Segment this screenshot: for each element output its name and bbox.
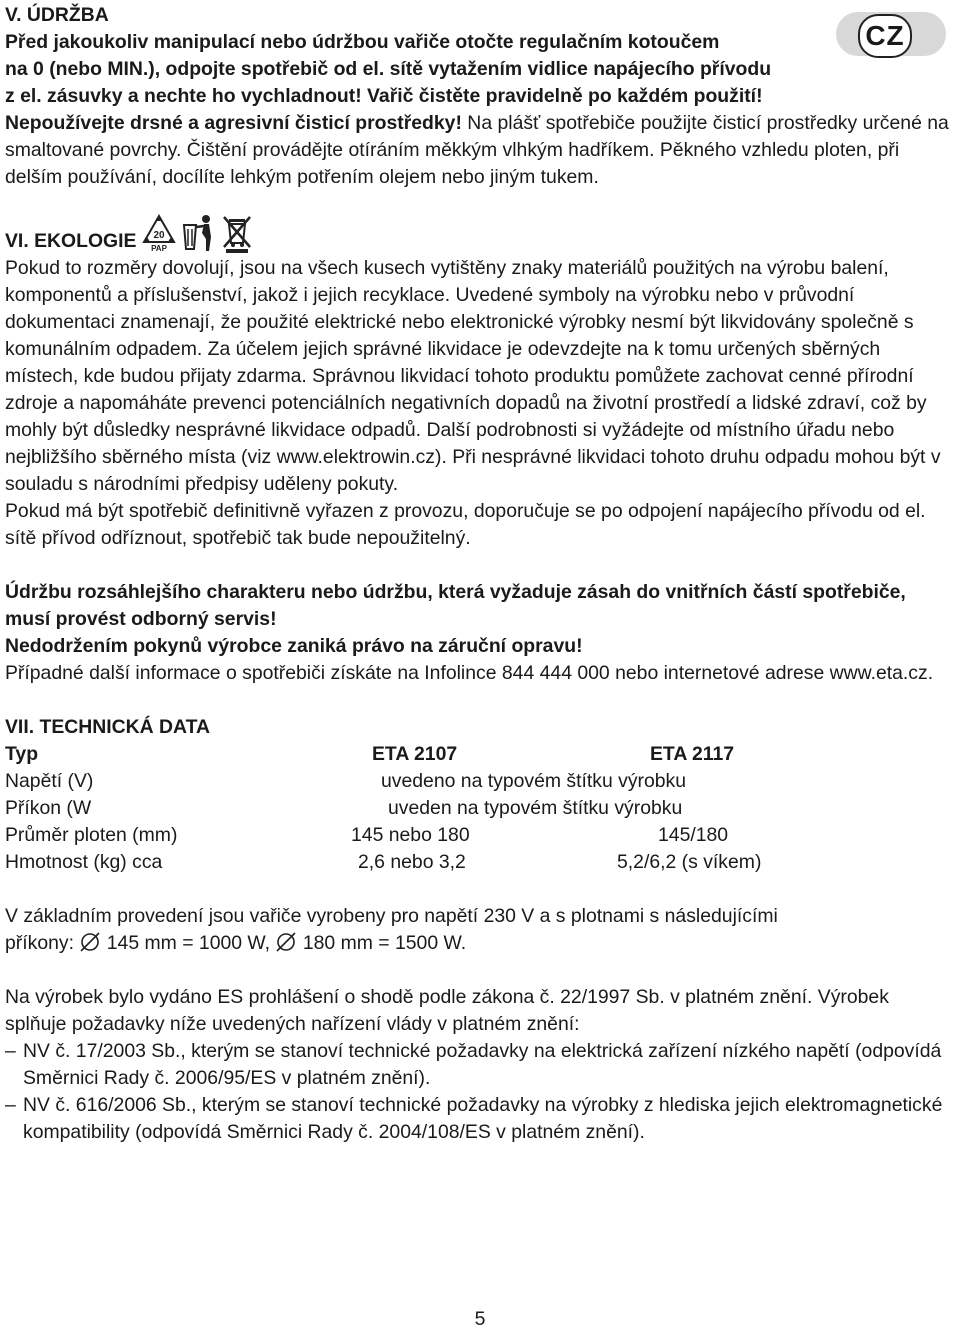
maintenance-bold-line-1: Před jakoukoliv manipulací nebo údržbou vařiče otočte regulačním kotoučem — [5, 31, 720, 53]
row-value: uveden na typovém štítku výrobku — [388, 797, 683, 819]
technical-table — [5, 741, 955, 876]
row-value-2: 5,2/6,2 (s víkem) — [617, 851, 762, 873]
table-row — [5, 849, 955, 876]
maintenance-text: Na plášť spotřebiče použijte čisticí prostředky určené na smaltované povrchy. Čištění provádějte otíráním měkkým vlhkým hadříkem. Pěkného vzhledu ploten, při delším používání, docílíte lehkým potřením olejem nebo jiným tukem. — [5, 112, 949, 188]
row-label: Příkon (W — [5, 797, 92, 819]
list-item — [5, 1092, 955, 1146]
crossed-bin-icon — [220, 213, 254, 253]
recycling-paper-icon — [142, 213, 176, 253]
model-1: ETA 2107 — [372, 743, 458, 765]
list-item — [5, 1038, 955, 1092]
row-value-2: 145/180 — [658, 824, 729, 846]
row-label: Napětí (V) — [5, 770, 94, 792]
voltage-note: V základním provedení jsou vařiče vyrobeny pro napětí 230 V a s plotnami s následujícími — [5, 905, 778, 927]
power-note-prefix: příkony: — [5, 932, 74, 954]
maintenance-warning: Nepoužívejte drsné a agresivní čisticí prostředky! — [5, 112, 462, 134]
technical-heading: VII. TECHNICKÁ DATA — [5, 716, 211, 738]
maintenance-heading: V. ÚDRŽBA — [5, 4, 109, 26]
power-large-plate: 180 mm = 1500 W. — [302, 932, 467, 954]
recycle-code: 20 — [153, 230, 166, 241]
table-row — [5, 822, 955, 849]
model-2: ETA 2117 — [650, 743, 735, 765]
ecology-paragraph-1: Pokud to rozměry dovolují, jsou na všech kusech vytištěny znaky materiálů použitých na výrobu balení, komponentů a příslušenství, jakož i jejich recyklace. Uvedené symboly na výrobku nebo v průvodní dokumentaci znamenají, že použité elektrické nebo elektronické výrobky nesmí být likvidovány společně s komunálním odpadem. Za účelem jejich správné likvidace je odevzdejte na k tomu určených sběrných místech, kde budou přijaty zdarma. Správnou likvidací tohoto produktu pomůžete zachovat cenné přírodní zdroje a napomáháte prevenci potenciálních negativních dopadů na životní prostředí a lidské zdraví, což by mohly být důsledky nesprávné likvidace odpadů. Další podrobnosti si vyžádejte od místního úřadu nebo nejbližšího sběrného místa (viz www.elektrowin.cz). Při nesprávné likvidaci tohoto druhu odpadu mohou být v souladu s národními předpisy uděleny pokuty. — [5, 257, 941, 495]
row-label: Hmotnost (kg) cca — [5, 851, 163, 873]
row-value-1: 2,6 nebo 3,2 — [358, 851, 466, 873]
maintenance-bold-line-3: z el. zásuvky a nechte ho vychladnout! Vařič čistěte pravidelně po každém použití! — [5, 85, 763, 107]
ecology-paragraph-2: Pokud má být spotřebič definitivně vyřazen z provozu, doporučuje se po odpojení napájecího přívodu od el. sítě přívod odříznout, spotřebič tak bude nepoužitelný. — [5, 500, 926, 549]
row-label: Průměr ploten (mm) — [5, 824, 178, 846]
regulation-2: NV č. 616/2006 Sb., kterým se stanoví technické požadavky na výrobky z hlediska jejich elektromagnetické kompatibility (odpovídá Směrnici Rady č. 2004/108/ES v platném znění). — [23, 1094, 943, 1143]
table-row — [5, 741, 955, 768]
language-code: CZ — [858, 14, 912, 58]
table-row — [5, 795, 955, 822]
tidyman-icon — [180, 213, 216, 253]
row-value-1: 145 nebo 180 — [351, 824, 470, 846]
ecology-heading: VI. EKOLOGIE — [5, 230, 137, 252]
row-label: Typ — [5, 743, 39, 765]
list-dash: – — [5, 1040, 16, 1062]
declaration-intro: Na výrobek bylo vydáno ES prohlášení o shodě podle zákona č. 22/1997 Sb. v platném znění. Výrobek splňuje požadavky níže uvedených nařízení vlády v platném znění: — [5, 986, 889, 1035]
manual-page — [5, 2, 955, 1146]
diameter-icon — [275, 932, 297, 952]
recycle-label: PAP — [151, 244, 168, 253]
regulation-1: NV č. 17/2003 Sb., kterým se stanoví technické požadavky na elektrická zařízení nízkého napětí (odpovídá Směrnici Rady č. 2006/95/ES v platném znění). — [23, 1040, 942, 1089]
warranty-warning: Nedodržením pokynů výrobce zaniká právo na záruční opravu! — [5, 635, 583, 657]
ecology-icons — [142, 213, 254, 253]
maintenance-bold-line-2: na 0 (nebo MIN.), odpojte spotřebič od el. sítě vytažením vidlice napájecího přívodu — [5, 58, 772, 80]
table-row — [5, 768, 955, 795]
infoline-text: Případné další informace o spotřebiči získáte na Infolince 844 444 000 nebo internetové adrese www.eta.cz. — [5, 662, 934, 684]
ecology-header — [5, 201, 955, 255]
list-dash: – — [5, 1094, 16, 1116]
power-note — [5, 930, 955, 957]
row-value: uvedeno na typovém štítku výrobku — [381, 770, 687, 792]
maintenance-paragraph — [5, 110, 955, 191]
page-number: 5 — [474, 1308, 486, 1330]
power-small-plate: 145 mm = 1000 W, — [106, 932, 271, 954]
diameter-icon — [79, 932, 101, 952]
service-warning: Údržbu rozsáhlejšího charakteru nebo údržbu, která vyžaduje zásah do vnitřních částí spotřebiče, musí provést odborný servis! — [5, 581, 906, 630]
